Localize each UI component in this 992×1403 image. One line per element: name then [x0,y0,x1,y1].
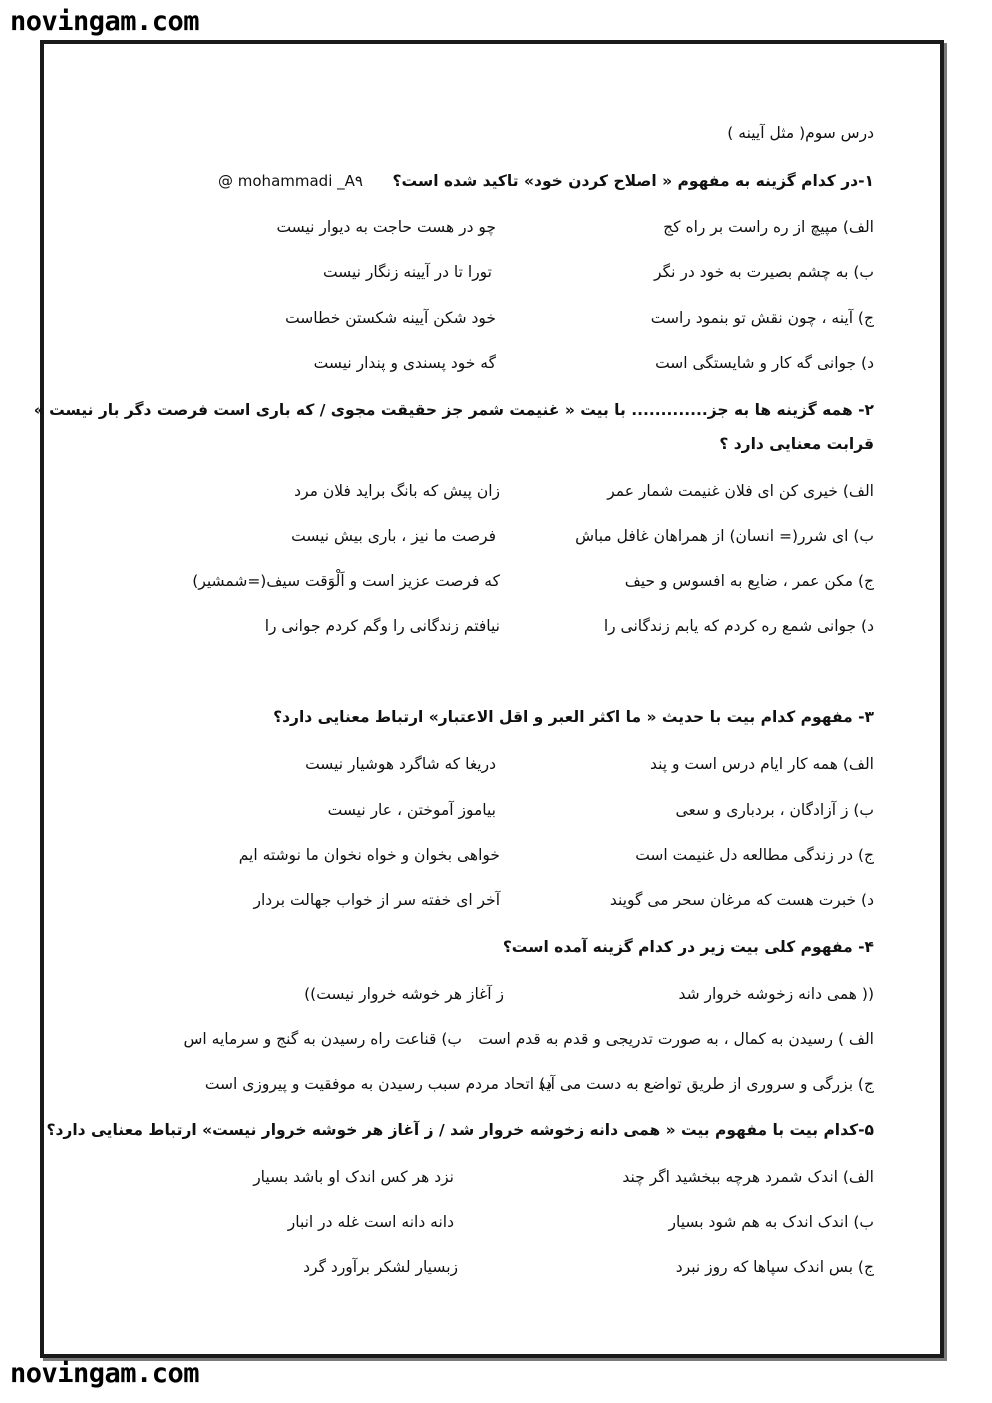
q1-option-b-second: تورا تا در آیینه زنگار نیست [322,263,492,281]
q2-option-a-first: الف) خیری کن ای فلان غنیمت شمار عمر [607,482,874,500]
q5-option-c-second: زبسیار لشکر برآورد گرد [303,1258,458,1276]
q3-option-d-second: آخر ای خفته سر از خواب جهالت بردار [253,891,500,909]
q2-option-a-second: زان پیش که بانگ براید فلان مرد [294,482,500,500]
author-handle: @ mohammadi _A۹ [218,172,363,190]
q3-option-a-first: الف) همه کار ایام درس است و پند [649,755,874,773]
q4-option-a: الف ) رسیدن به کمال ، به صورت تدریجی و قدم به قدم است [478,1030,874,1048]
page-frame [40,40,944,1358]
q4-verse-second: ز آغاز هر خوشه خروار نیست)) [304,985,504,1003]
q2-option-c-first: ج) مکن عمر ، ضایع به افسوس و حیف [624,572,874,590]
watermark-bottom: novingam.com [10,1358,200,1389]
q5-option-c-first: ج) بس اندک سپاها که روز نبرد [675,1258,874,1276]
q3-option-a-second: دریغا که شاگرد هوشیار نیست [305,755,496,773]
q1-option-c-second: خود شکن آیینه شکستن خطاست [285,309,496,327]
q1-option-a-first: الف) مپیچ از ره راست بر راه کج [663,218,874,236]
q3-option-b-first: ب) ز آزادگان ، بردباری و سعی [675,801,874,819]
q2-option-d-second: نیافتم زندگانی را وگم کردم جوانی را [264,617,500,635]
q4-option-c: ج) بزرگی و سروری از طریق تواضع به دست می آید [538,1075,874,1093]
q5-option-a-first: الف) اندک شمرد هرچه ببخشید اگر چند [622,1168,874,1186]
q5-option-b-second: دانه دانه است غله در انبار [287,1213,454,1231]
q1-option-a-second: چو در هست حاجت به دیوار نیست [276,218,496,236]
q4-option-b: ب) قناعت راه رسیدن به گنج و سرمایه اس [183,1030,462,1048]
q3-option-b-second: بیاموز آموختن ، عار نیست [327,801,496,819]
q3-option-c-second: خواهی بخوان و خواه نخوان ما نوشته ایم [238,846,500,864]
question-3-prompt: ۳- مفهوم کدام بیت با حدیث « ما اکثر العبر و اقل الاعتبار» ارتباط معنایی دارد؟ [273,708,874,726]
question-1-prompt: ۱-در کدام گزینه به مفهوم « اصلاح کردن خود» تاکید شده است؟ [392,172,874,190]
question-5-prompt: ۵-کدام بیت با مفهوم بیت « همی دانه زخوشه خروار شد / ز آغاز هر خوشه خروار نیست» ارتباط معنایی دارد؟ [46,1121,874,1139]
q2-option-b-second: فرصت ما نیز ، باری بیش نیست [291,527,496,545]
question-4-prompt: ۴- مفهوم کلی بیت زیر در کدام گزینه آمده است؟ [502,938,874,956]
q1-option-b-first: ب) به چشم بصیرت به خود در نگر [654,263,874,281]
q3-option-d-first: د) خبرت هست که مرغان سحر می گویند [609,891,874,909]
q1-option-c-first: ج) آینه ، چون نقش تو بنمود راست [650,309,874,327]
q4-option-d: د) اتحاد مردم سبب رسیدن به موفقیت و پیروزی است [204,1075,552,1093]
q5-option-b-first: ب) اندک اندک به هم شود بسیار [668,1213,874,1231]
q2-option-c-second: که فرصت عزیز است و اَلْوَقت سیف(=شمشیر) [192,572,500,590]
q3-option-c-first: ج) در زندگی مطالعه دل غنیمت است [635,846,874,864]
question-2-prompt-continued: قرابت معنایی دارد ؟ [719,435,874,453]
question-2-prompt: ۲- همه گزینه ها به جز............. با بیت « غنیمت شمر جز حقیقت مجوی / که باری است فرصت دگر بار نیست » [33,401,874,419]
lesson-title: درس سوم( مثل آیینه ) [727,124,874,142]
q2-option-d-first: د) جوانی شمع ره کردم که یابم زندگانی را [603,617,874,635]
q4-verse-first: (( همی دانه زخوشه خروار شد [678,985,874,1003]
q5-option-a-second: نزد هر کس اندک او باشد بسیار [253,1168,454,1186]
q1-option-d-first: د) جوانی گه کار و شایستگی است [655,354,874,372]
q2-option-b-first: ب) ای شرر(= انسان) از همراهان غافل مباش [575,527,874,545]
watermark-top: novingam.com [10,6,200,37]
q1-option-d-second: گه خود پسندی و پندار نیست [313,354,496,372]
